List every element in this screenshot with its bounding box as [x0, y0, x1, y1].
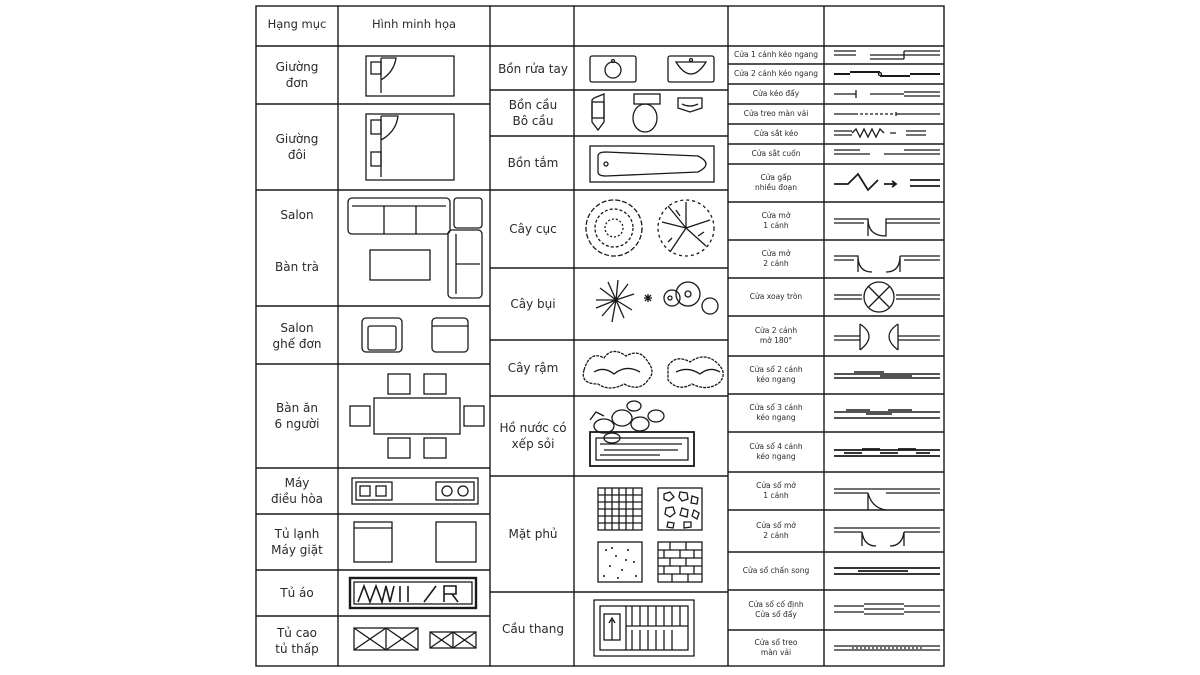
- label-door-7: Cửa gấp nhiều đoạn: [754, 173, 798, 192]
- label-door-6: Cửa sắt cuốn: [751, 149, 801, 159]
- label-door-14: Cửa sổ 4 cánh kéo ngang: [749, 442, 803, 461]
- label-door-18: Cửa sổ cố định Cửa sổ đẩy: [748, 600, 804, 619]
- window-bars-icon: [834, 568, 940, 574]
- label-coffee-table: Bàn trà: [275, 259, 319, 274]
- header-category: Hạng mục: [267, 17, 327, 32]
- door-symbols: [834, 51, 940, 650]
- paving-dots-icon: [603, 547, 637, 579]
- label-door-2: Cửa 2 cánh kéo ngang: [733, 69, 819, 79]
- window-3-sliding-icon: [834, 410, 940, 418]
- round-tree-icon: [586, 200, 714, 256]
- label-wash-basin: Bồn rửa tay: [498, 61, 568, 76]
- label-door-19: Cửa sổ treo màn vải: [754, 638, 798, 657]
- label-fridge-washer: Tủ lạnh Máy giặt: [271, 526, 323, 557]
- label-bathtub: Bồn tắm: [507, 155, 559, 170]
- label-dining-table: Bàn ăn 6 người: [274, 400, 320, 431]
- label-round-tree: Cây cục: [509, 221, 557, 236]
- label-door-11: Cửa 2 cánh mở 180°: [754, 326, 798, 345]
- revolving-door-icon: [834, 282, 940, 312]
- pond-icon: [590, 401, 694, 466]
- label-door-17: Cửa sổ chấn song: [742, 566, 810, 576]
- shrub-icon: [596, 280, 718, 322]
- sofa-set-icon: [348, 198, 482, 298]
- double-180-door-icon: [834, 324, 940, 350]
- sliding-door-2-icon: [834, 72, 940, 76]
- label-door-10: Cửa xoay tròn: [749, 292, 803, 302]
- paving-icon: [598, 488, 702, 582]
- double-swing-door-icon: [834, 256, 940, 272]
- bathtub-icon: [590, 146, 714, 182]
- curtain-door-icon: [834, 112, 940, 116]
- label-wardrobe: Tủ áo: [280, 585, 314, 600]
- single-bed-icon: [366, 56, 454, 96]
- label-tall-low-cabinet: Tủ cao tủ thấp: [275, 625, 319, 656]
- label-hedge: Cây rậm: [507, 360, 559, 375]
- header-illustration: Hình minh họa: [371, 17, 457, 32]
- wash-basin-icon: [590, 56, 714, 82]
- toilet-icon: [592, 94, 702, 132]
- label-stairs: Cầu thang: [501, 621, 565, 636]
- window-4-sliding-icon: [834, 449, 940, 456]
- label-paving: Mặt phủ: [508, 526, 558, 541]
- rolling-shutter-door-icon: [834, 150, 940, 154]
- label-pond: Hồ nước có xếp sỏi: [499, 420, 567, 451]
- air-conditioner-icon: [352, 478, 478, 504]
- label-door-9: Cửa mở 2 cánh: [761, 249, 791, 268]
- label-door-12: Cửa sổ 2 cánh kéo ngang: [749, 365, 803, 384]
- label-armchair: Salon ghế đơn: [272, 320, 322, 351]
- window-curtain-icon: [834, 646, 940, 650]
- label-door-13: Cửa sổ 3 cánh kéo ngang: [749, 403, 803, 422]
- label-door-4: Cửa treo màn vải: [743, 109, 809, 119]
- single-swing-door-icon: [834, 219, 940, 236]
- label-door-5: Cửa sắt kéo: [753, 129, 799, 139]
- window-2-sliding-icon: [834, 372, 940, 378]
- label-shrub: Cây bụi: [510, 296, 556, 311]
- label-door-1: Cửa 1 cánh kéo ngang: [733, 50, 819, 60]
- wardrobe-icon: [350, 578, 476, 608]
- folding-grille-door-icon: [834, 129, 926, 137]
- hedge-icon: [583, 351, 723, 388]
- double-bed-icon: [366, 114, 454, 180]
- label-salon: Salon: [280, 207, 314, 222]
- multi-fold-door-icon: [834, 174, 940, 190]
- armchair-icon: [362, 318, 468, 352]
- label-single-bed: Giường đơn: [275, 59, 319, 90]
- window-swing-1-icon: [834, 489, 940, 510]
- label-air-conditioner: Máy điều hòa: [270, 475, 324, 506]
- staircase-icon: [594, 600, 694, 656]
- label-door-3: Cửa kéo đẩy: [752, 89, 800, 99]
- dining-table-icon: [350, 374, 484, 458]
- window-swing-2-icon: [834, 528, 940, 546]
- fridge-washer-icon: [354, 522, 476, 562]
- label-double-bed: Giường đôi: [275, 131, 319, 162]
- window-fixed-icon: [834, 604, 940, 614]
- label-door-8: Cửa mở 1 cánh: [761, 211, 791, 230]
- label-toilet: Bồn cầu Bô cầu: [508, 97, 558, 128]
- push-pull-door-icon: [834, 90, 940, 98]
- cabinet-icon: [354, 628, 476, 650]
- label-door-16: Cửa sổ mở 2 cánh: [756, 521, 796, 540]
- label-door-15: Cửa sổ mở 1 cánh: [756, 481, 796, 500]
- sliding-door-1-icon: [834, 51, 940, 59]
